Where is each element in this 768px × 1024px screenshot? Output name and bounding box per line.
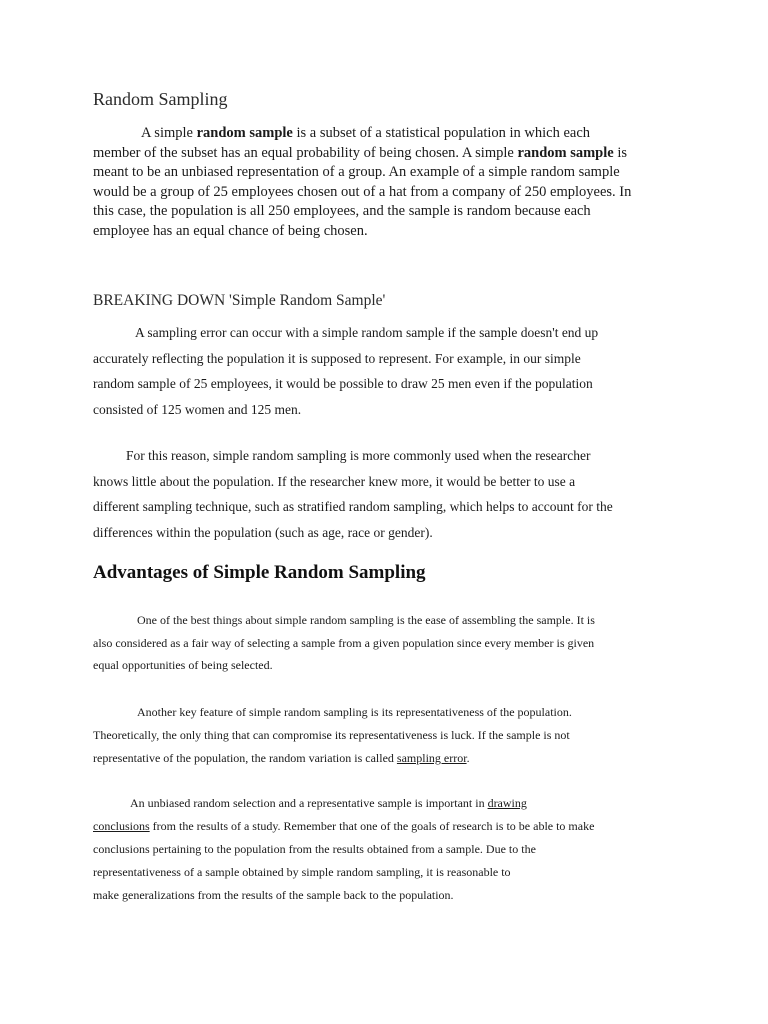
representativeness-paragraph [93,701,673,770]
bold-term: random sample [517,144,614,161]
drawing-conclusions-link[interactable]: drawing [487,796,527,810]
sampling-error-link[interactable]: sampling error [396,751,467,765]
text-line: For this reason, simple random sampling is more commonly used when the researcher [126,448,591,463]
intro-paragraph [93,124,673,241]
text-line: One of the best things about simple random sampling is the ease of assembling the sample. It is [137,613,595,627]
text-line: meant to be an unbiased representation of a group. An example of a simple random sample [93,164,620,180]
text-line: An unbiased random selection and a representative sample is important in drawing [130,796,527,810]
text-line: Another key feature of simple random sampling is its representativeness of the population. [137,705,572,719]
text-line: would be a group of 25 employees chosen out of a hat from a company of 250 employees. In [93,183,632,200]
text-line: representative of the population, the random variation is called sampling error. [93,751,470,765]
document-title: Random Sampling [93,89,228,109]
text-line: this case, the population is all 250 employees, and the sample is random because each [93,203,591,219]
text-line: differences within the population (such as age, race or gender). [93,524,433,540]
conclusions-paragraph [93,792,673,907]
drawing-conclusions-link[interactable]: conclusions [93,819,150,833]
text-line: member of the subset has an equal probability of being chosen. A simple random sample is [93,144,628,161]
text-line: conclusions pertaining to the population from the results obtained from a sample. Due to the [93,842,536,856]
text-line: employee has an equal chance of being chosen. [93,222,368,239]
advantages-heading: Advantages of Simple Random Sampling [93,562,426,583]
text-line: consisted of 125 women and 125 men. [93,401,302,417]
text-line: equal opportunities of being selected. [93,658,273,672]
text-line: A simple random sample is a subset of a statistical population in which each [141,125,591,141]
text-line: conclusions from the results of a study. Remember that one of the goals of research is to be able to make [93,819,595,833]
bold-term: random sample [196,125,293,141]
text-line: representativeness of a sample obtained by simple random sampling, it is reasonable to [93,865,511,879]
text-line: different sampling technique, such as stratified random sampling, which helps to account for the [93,499,613,514]
text-line: also considered as a fair way of selecting a sample from a given population since every member is given [93,635,595,650]
section-heading: BREAKING DOWN 'Simple Random Sample' [93,292,386,309]
text-line: random sample of 25 employees, it would be possible to draw 25 men even if the population [93,376,593,391]
text-line: make generalizations from the results of the sample back to the population. [93,888,454,902]
ease-paragraph [93,609,673,677]
text-line: accurately reflecting the population it is supposed to represent. For example, in our simple [93,350,581,366]
sampling-error-paragraph [93,320,673,422]
reason-paragraph [93,443,673,545]
text-line: knows little about the population. If the researcher knew more, it would be better to use a [93,473,576,489]
text-line: Theoretically, the only thing that can compromise its representativeness is luck. If the sample is not [93,728,570,742]
text-line: A sampling error can occur with a simple random sample if the sample doesn't end up [135,325,599,340]
